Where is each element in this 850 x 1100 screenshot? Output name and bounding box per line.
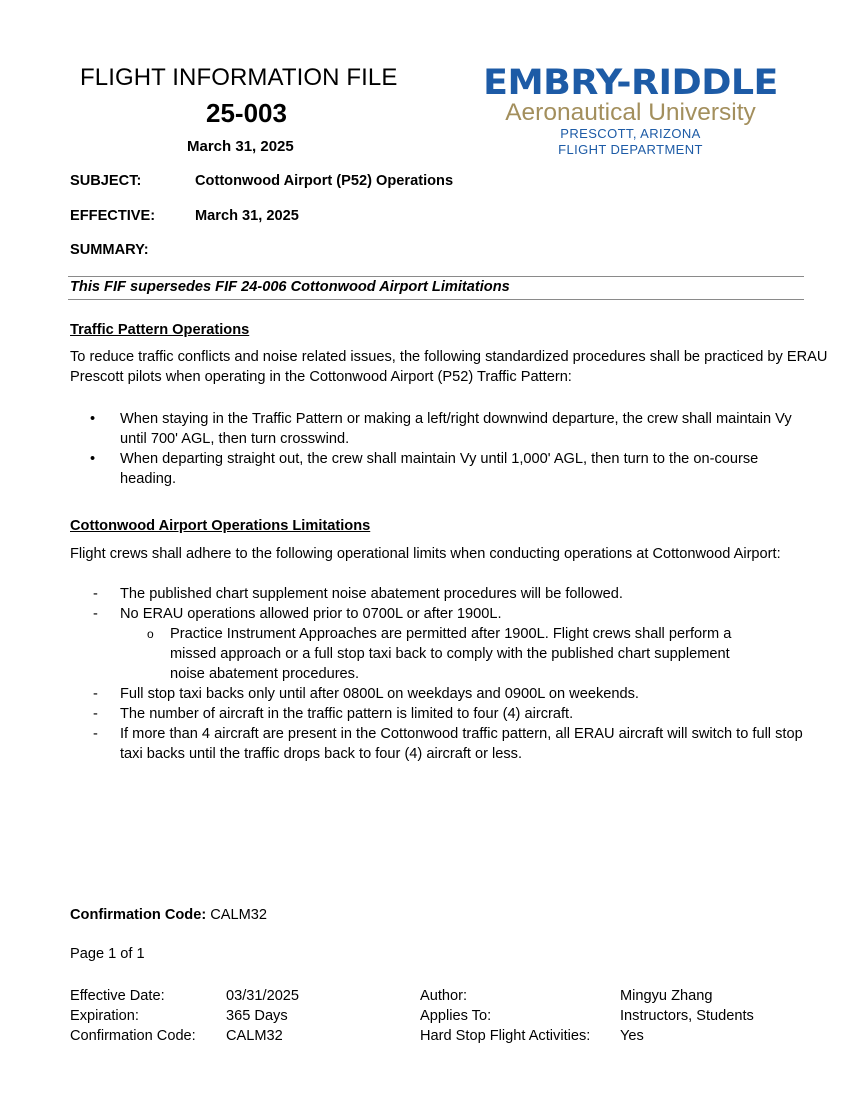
confirmation-value: CALM32 [210,907,268,923]
page-number: Page 1 of 1 [70,946,145,962]
limitations-heading: Cottonwood Airport Operations Limitations [70,518,371,534]
dash-icon: - [93,726,98,742]
bullet-icon: • [90,451,96,467]
limitations-sublist [120,624,810,684]
traffic-pattern-heading: Traffic Pattern Operations [70,322,250,338]
effective-row [70,208,299,224]
logo-wordmark: EMBRY-RIDDLE [483,63,778,103]
document-number: 25-003 [206,98,287,128]
supersedes-note: This FIF supersedes FIF 24-006 Cottonwood Airport Limitations [70,279,510,295]
subject-row [70,173,453,189]
list-item: • When departing straight out, the crew shall maintain Vy until 1,000' AGL, then turn to the on-course heading. [90,451,759,487]
confirmation-code [70,907,267,923]
subject-value: Cottonwood Airport (P52) Operations [195,173,454,189]
footer-row: Expiration: 365 Days Applies To: Instructors, Students [70,1008,754,1024]
summary-label: SUMMARY: [70,242,149,258]
effective-value: March 31, 2025 [195,208,299,224]
list-item: - No ERAU operations allowed prior to 0700L or after 1900L. o Practice Instrument Approaches are permitted after 1900L. Flight crews shall perform a missed approach or a full stop taxi back to comply with the published chart supplement noise abatement procedures. [70,604,810,684]
list-item: - The published chart supplement noise abatement procedures will be followed. [93,586,623,602]
document-date: March 31, 2025 [187,138,294,155]
divider-bottom [68,299,804,300]
traffic-pattern-list [70,409,810,489]
footer-row: Confirmation Code: CALM32 Hard Stop Flight Activities: Yes [70,1028,644,1044]
dash-icon: - [93,686,98,702]
list-item: - The number of aircraft in the traffic pattern is limited to four (4) aircraft. [93,706,574,722]
dash-icon: - [93,586,98,602]
confirmation-label: Confirmation Code: [70,907,207,923]
footer-row: Effective Date: 03/31/2025 Author: Mingyu Zhang [70,988,713,1004]
limitations-intro: Flight crews shall adhere to the following operational limits when conducting operations at Cottonwood Airport: [70,546,781,562]
document-title: FLIGHT INFORMATION FILE [80,64,398,91]
document-footer-table [70,986,790,1046]
effective-label: EFFECTIVE: [70,208,156,224]
traffic-pattern-intro: To reduce traffic conflicts and noise related issues, the following standardized procedures shall be practiced by ERAU Prescott pilots when operating in the Cottonwood Airport (P52) Traffic Pattern: [70,349,828,385]
limitations-list [70,584,810,764]
erau-logo [478,63,783,158]
sub-list-item: o Practice Instrument Approaches are permitted after 1900L. Flight crews shall perform a missed approach or a full stop taxi back to comply with the published chart supplement noise abatement procedures. [147,626,732,682]
divider-top [68,276,804,277]
logo-department: FLIGHT DEPARTMENT [558,142,703,157]
logo-campus: PRESCOTT, ARIZONA [560,126,701,141]
dash-icon: - [93,606,98,622]
dash-icon: - [93,706,98,722]
list-item: - Full stop taxi backs only until after 0800L on weekdays and 0900L on weekends. [93,686,639,702]
bullet-icon: • [90,411,96,427]
logo-university: Aeronautical University [505,99,756,126]
subject-label: SUBJECT: [70,173,142,189]
list-item: - If more than 4 aircraft are present in the Cottonwood traffic pattern, all ERAU aircraft will switch to full stop taxi backs until the traffic drops back to four (4) aircraft or less. [93,726,803,762]
summary-row [70,242,195,258]
circle-bullet-icon: o [147,627,154,641]
list-item: • When staying in the Traffic Pattern or making a left/right downwind departure, the crew shall maintain Vy until 700' AGL, then turn crosswind. [90,411,792,447]
